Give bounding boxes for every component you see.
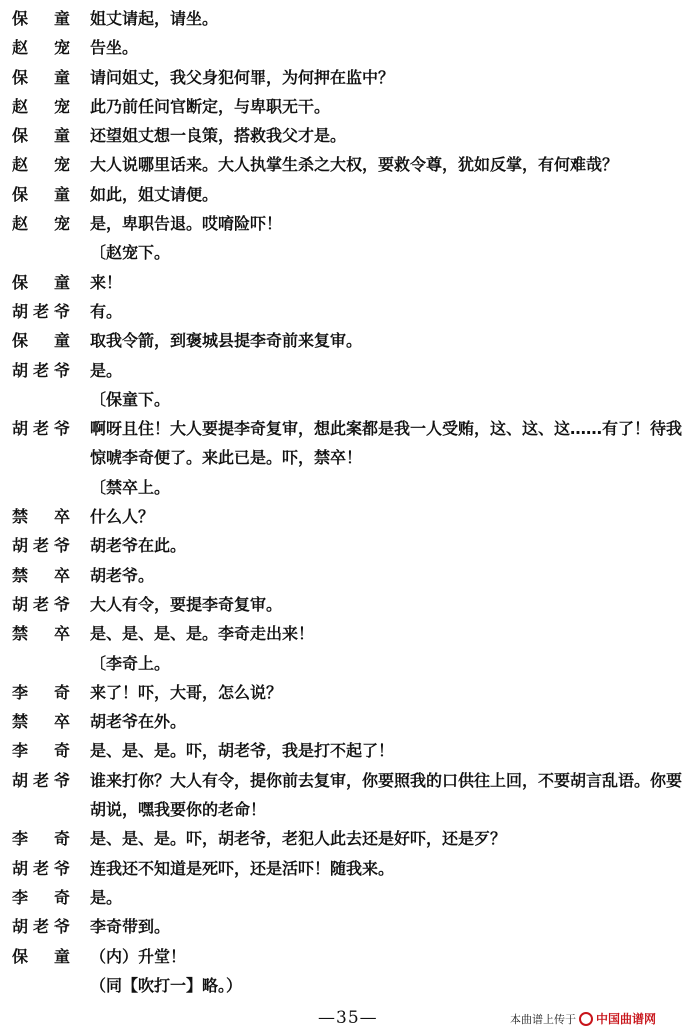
speaker-name: 保 童	[12, 331, 70, 351]
speaker-name: 禁 卒	[12, 624, 70, 644]
dialogue-line	[0, 180, 700, 209]
dialogue-line	[0, 883, 700, 912]
speaker-name: 禁 卒	[12, 507, 70, 527]
dialogue-line	[0, 736, 700, 765]
dialogue-line	[0, 590, 700, 619]
dialogue-line	[0, 356, 700, 385]
script-body	[0, 4, 700, 1000]
dialogue-line	[0, 766, 700, 825]
stage-direction-text: 〔赵宠下。	[90, 243, 171, 263]
speaker-name: 保 童	[12, 9, 70, 28]
speaker-name: 胡老爷	[12, 770, 70, 790]
dialogue-text: 姐丈请起，请坐。	[90, 9, 219, 28]
speaker-name: 胡老爷	[12, 858, 70, 878]
dialogue-text: 是、是、是。吓，胡老爷，我是打不起了！	[90, 741, 395, 761]
dialogue-text: 胡老爷。	[90, 565, 155, 585]
dialogue-text: 是，卑职告退。哎唷险吓！	[90, 214, 283, 234]
dialogue-line	[0, 854, 700, 883]
stage-direction-text: 〔禁卒上。	[90, 477, 171, 497]
page-number: —35—	[318, 1008, 378, 1028]
dialogue-text: 来！	[90, 272, 123, 292]
speaker-name: 李 奇	[12, 829, 70, 849]
upload-note: 本曲谱上传于	[510, 1012, 576, 1026]
speaker-name: 禁 卒	[12, 712, 70, 732]
dialogue-line	[0, 678, 700, 707]
dialogue-line	[0, 414, 700, 473]
dialogue-text: （内）升堂！	[90, 946, 187, 966]
stage-direction	[0, 385, 700, 414]
speaker-name: 胡老爷	[12, 419, 70, 439]
dialogue-line	[0, 268, 700, 297]
dialogue-text: 胡老爷在外。	[90, 712, 187, 732]
dialogue-line	[0, 63, 700, 92]
speaker-name: 李 奇	[12, 682, 70, 702]
dialogue-text: 谁来打你？大人有令，提你前去复审，你要照我的口供往上回，不要胡言乱语。你要胡说，嘿我要你的老命！	[90, 770, 683, 820]
dialogue-line	[0, 502, 700, 531]
dialogue-text: 如此，姐丈请便。	[90, 184, 219, 204]
speaker-name: 李 奇	[12, 887, 70, 907]
speaker-name: 保 童	[12, 184, 70, 204]
speaker-name: 胡老爷	[12, 594, 70, 614]
speaker-name: 赵 宠	[12, 155, 70, 175]
dialogue-line	[0, 326, 700, 355]
dialogue-text: 有。	[90, 301, 123, 321]
dialogue-line	[0, 707, 700, 736]
stage-direction	[0, 971, 700, 1000]
dialogue-line	[0, 209, 700, 238]
dialogue-text: 此乃前任问官断定，与卑职无干。	[90, 96, 331, 116]
stage-direction-text: 〔保童下。	[90, 389, 171, 409]
dialogue-line	[0, 4, 700, 33]
speaker-name: 保 童	[12, 126, 70, 146]
speaker-name: 胡老爷	[12, 536, 70, 556]
site-name: 中国曲谱网	[596, 1012, 657, 1026]
speaker-name: 赵 宠	[12, 38, 70, 58]
speaker-name: 赵 宠	[12, 96, 70, 116]
speaker-name: 保 童	[12, 67, 70, 87]
dialogue-line	[0, 92, 700, 121]
speaker-name: 胡老爷	[12, 301, 70, 321]
speaker-name: 保 童	[12, 272, 70, 292]
dialogue-text: 还望姐丈想一良策，搭救我父才是。	[90, 126, 347, 146]
dialogue-text: 连我还不知道是死吓，还是活吓！随我来。	[90, 858, 395, 878]
speaker-name: 胡老爷	[12, 917, 70, 937]
dialogue-line	[0, 33, 700, 62]
speaker-name: 胡老爷	[12, 360, 70, 380]
dialogue-text: 来了！吓，大哥，怎么说？	[90, 682, 283, 702]
dialogue-text: 李奇带到。	[90, 917, 171, 937]
dialogue-line	[0, 824, 700, 853]
dialogue-text: 啊呀且住！大人要提李奇复审，想此案都是我一人受贿，这、这、这……有了！待我惊唬李奇便了。来此已是。吓，禁卒！	[90, 419, 683, 468]
dialogue-text: 请问姐丈，我父身犯何罪，为何押在监中？	[90, 67, 395, 87]
stage-direction	[0, 649, 700, 678]
dialogue-text: 是。	[90, 887, 123, 907]
dialogue-line	[0, 297, 700, 326]
dialogue-line	[0, 942, 700, 971]
speaker-name: 禁 卒	[12, 565, 70, 585]
dialogue-line	[0, 121, 700, 150]
dialogue-text: 取我令箭，到褒城县提李奇前来复审。	[90, 331, 363, 351]
dialogue-text: 告坐。	[90, 38, 139, 58]
dialogue-line	[0, 619, 700, 648]
stage-direction	[0, 238, 700, 267]
stage-direction-text: 〔李奇上。	[90, 653, 171, 673]
footer-credit	[510, 1010, 656, 1027]
dialogue-text: 是、是、是、是。李奇走出来！	[90, 624, 315, 644]
dialogue-text: 大人说哪里话来。大人执掌生杀之大权，要救令尊，犹如反掌，有何难哉？	[90, 155, 619, 175]
speaker-name: 保 童	[12, 946, 70, 966]
dialogue-line	[0, 912, 700, 941]
dialogue-text: 什么人？	[90, 507, 155, 527]
dialogue-text: 是。	[90, 360, 123, 380]
stage-direction	[0, 473, 700, 502]
stage-direction-text: （同【吹打一】略。）	[90, 975, 243, 995]
dialogue-line	[0, 150, 700, 179]
dialogue-text: 胡老爷在此。	[90, 536, 187, 556]
dialogue-line	[0, 561, 700, 590]
site-logo-icon	[579, 1012, 593, 1026]
speaker-name: 李 奇	[12, 741, 70, 761]
dialogue-text: 大人有令，要提李奇复审。	[90, 594, 283, 614]
dialogue-line	[0, 531, 700, 560]
dialogue-text: 是、是、是。吓，胡老爷，老犯人此去还是好吓，还是歹？	[90, 829, 507, 849]
speaker-name: 赵 宠	[12, 214, 70, 234]
